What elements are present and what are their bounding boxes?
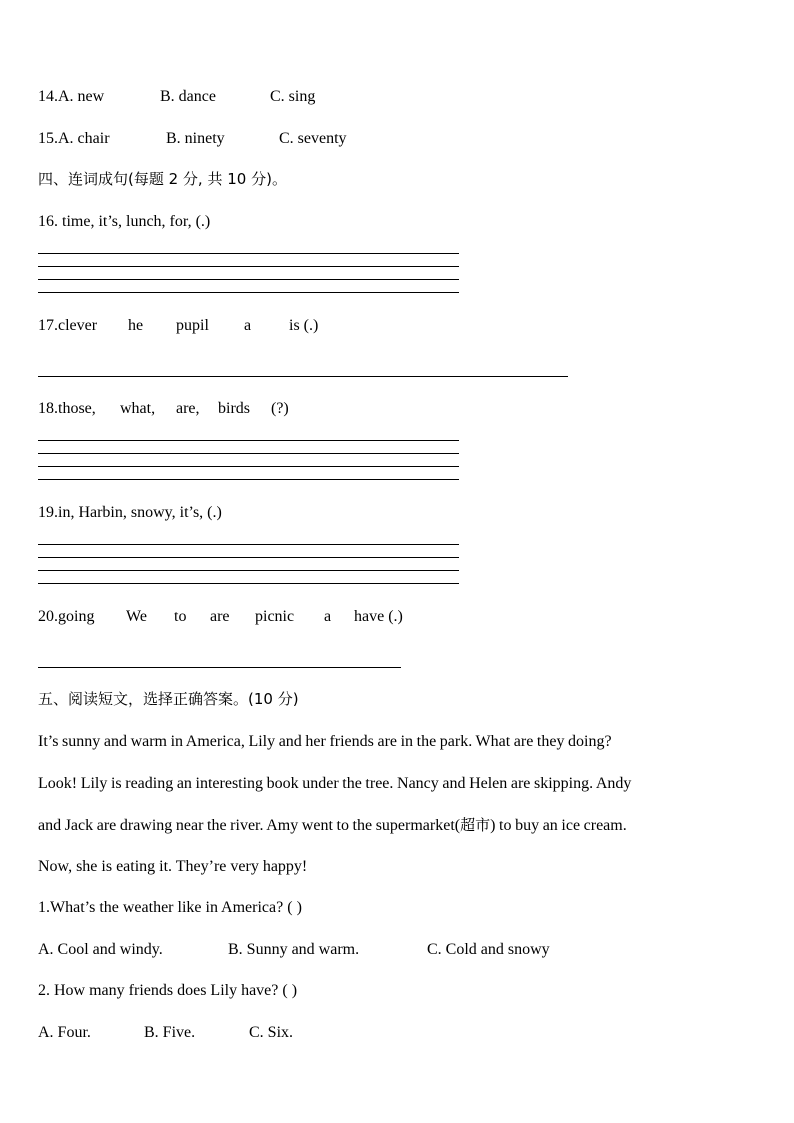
option-c: C. Six. [249, 1024, 294, 1041]
question-14 [38, 87, 316, 107]
answer-line [38, 570, 459, 571]
answer-line [38, 453, 459, 454]
answer-line [38, 544, 459, 545]
word: clever [58, 317, 98, 334]
answer-line [38, 557, 459, 558]
reading-question-1: 1.What’s the weather like in America? ( ) [38, 899, 302, 916]
passage-line [38, 815, 627, 836]
answer-line [38, 376, 568, 377]
passage-text: ) to buy an ice cream. [490, 817, 627, 834]
word: have (.) [354, 608, 403, 625]
answer-line [38, 266, 459, 267]
section-4-heading: 四、连词成句(每题 2 分, 共 10 分)。 [38, 170, 287, 188]
answer-line [38, 667, 401, 668]
reading-question-2: 2. How many friends does Lily have? ( ) [38, 982, 298, 999]
answer-line [38, 253, 459, 254]
option-c: C. seventy [279, 130, 347, 147]
question-number: 15. [38, 130, 58, 147]
question-number: 14. [38, 88, 58, 105]
option-b: B. Sunny and warm. [228, 941, 360, 958]
question-16: 16. time, it’s, lunch, for, (.) [38, 213, 211, 230]
answer-line [38, 292, 459, 293]
question-number: 17. [38, 317, 58, 334]
word: those, [58, 400, 96, 417]
word: birds [218, 400, 250, 417]
option-c: C. Cold and snowy [427, 941, 550, 958]
word: what, [120, 400, 156, 417]
word: a [244, 317, 252, 334]
section-5-heading: 五、阅读短文，选择正确答案。(10 分) [38, 690, 299, 708]
word: We [126, 608, 147, 625]
question-number: 20. [38, 608, 58, 625]
passage-line: Look! Lily is reading an interesting book under the tree. Nancy and Helen are skipping. Andy [38, 775, 632, 792]
word: are [210, 608, 230, 625]
option-b: B. ninety [166, 130, 225, 147]
option-a: A. Four. [38, 1024, 91, 1041]
passage-line: It’s sunny and warm in America, Lily and her friends are in the park. What are they doing? [38, 733, 612, 750]
question-20 [38, 607, 403, 627]
answer-line [38, 583, 459, 584]
option-c: C. sing [270, 88, 316, 105]
answer-line [38, 466, 459, 467]
passage-text-chinese: 超市 [460, 816, 491, 834]
word: are, [176, 400, 200, 417]
option-a: A. new [58, 88, 105, 105]
word: (?) [271, 400, 289, 417]
word: going [58, 608, 95, 625]
word: picnic [255, 608, 295, 625]
passage-text: and Jack are drawing near the river. Amy went to the supermarket( [38, 817, 461, 834]
passage-line: Now, she is eating it. They’re very happy! [38, 858, 308, 875]
question-19: 19.in, Harbin, snowy, it’s, (.) [38, 504, 222, 521]
word: he [128, 317, 144, 334]
option-a: A. Cool and windy. [38, 941, 163, 958]
option-b: B. dance [160, 88, 216, 105]
question-number: 18. [38, 400, 58, 417]
reading-question-2-options [38, 1023, 294, 1043]
answer-line [38, 440, 459, 441]
word: is (.) [289, 317, 319, 334]
question-18 [38, 399, 289, 419]
question-15 [38, 129, 347, 149]
reading-question-1-options [38, 940, 550, 960]
answer-line [38, 479, 459, 480]
option-a: A. chair [58, 130, 110, 147]
option-b: B. Five. [144, 1024, 196, 1041]
word: a [324, 608, 332, 625]
question-17 [38, 316, 319, 336]
word: pupil [176, 317, 209, 334]
answer-line [38, 279, 459, 280]
word: to [174, 608, 187, 625]
